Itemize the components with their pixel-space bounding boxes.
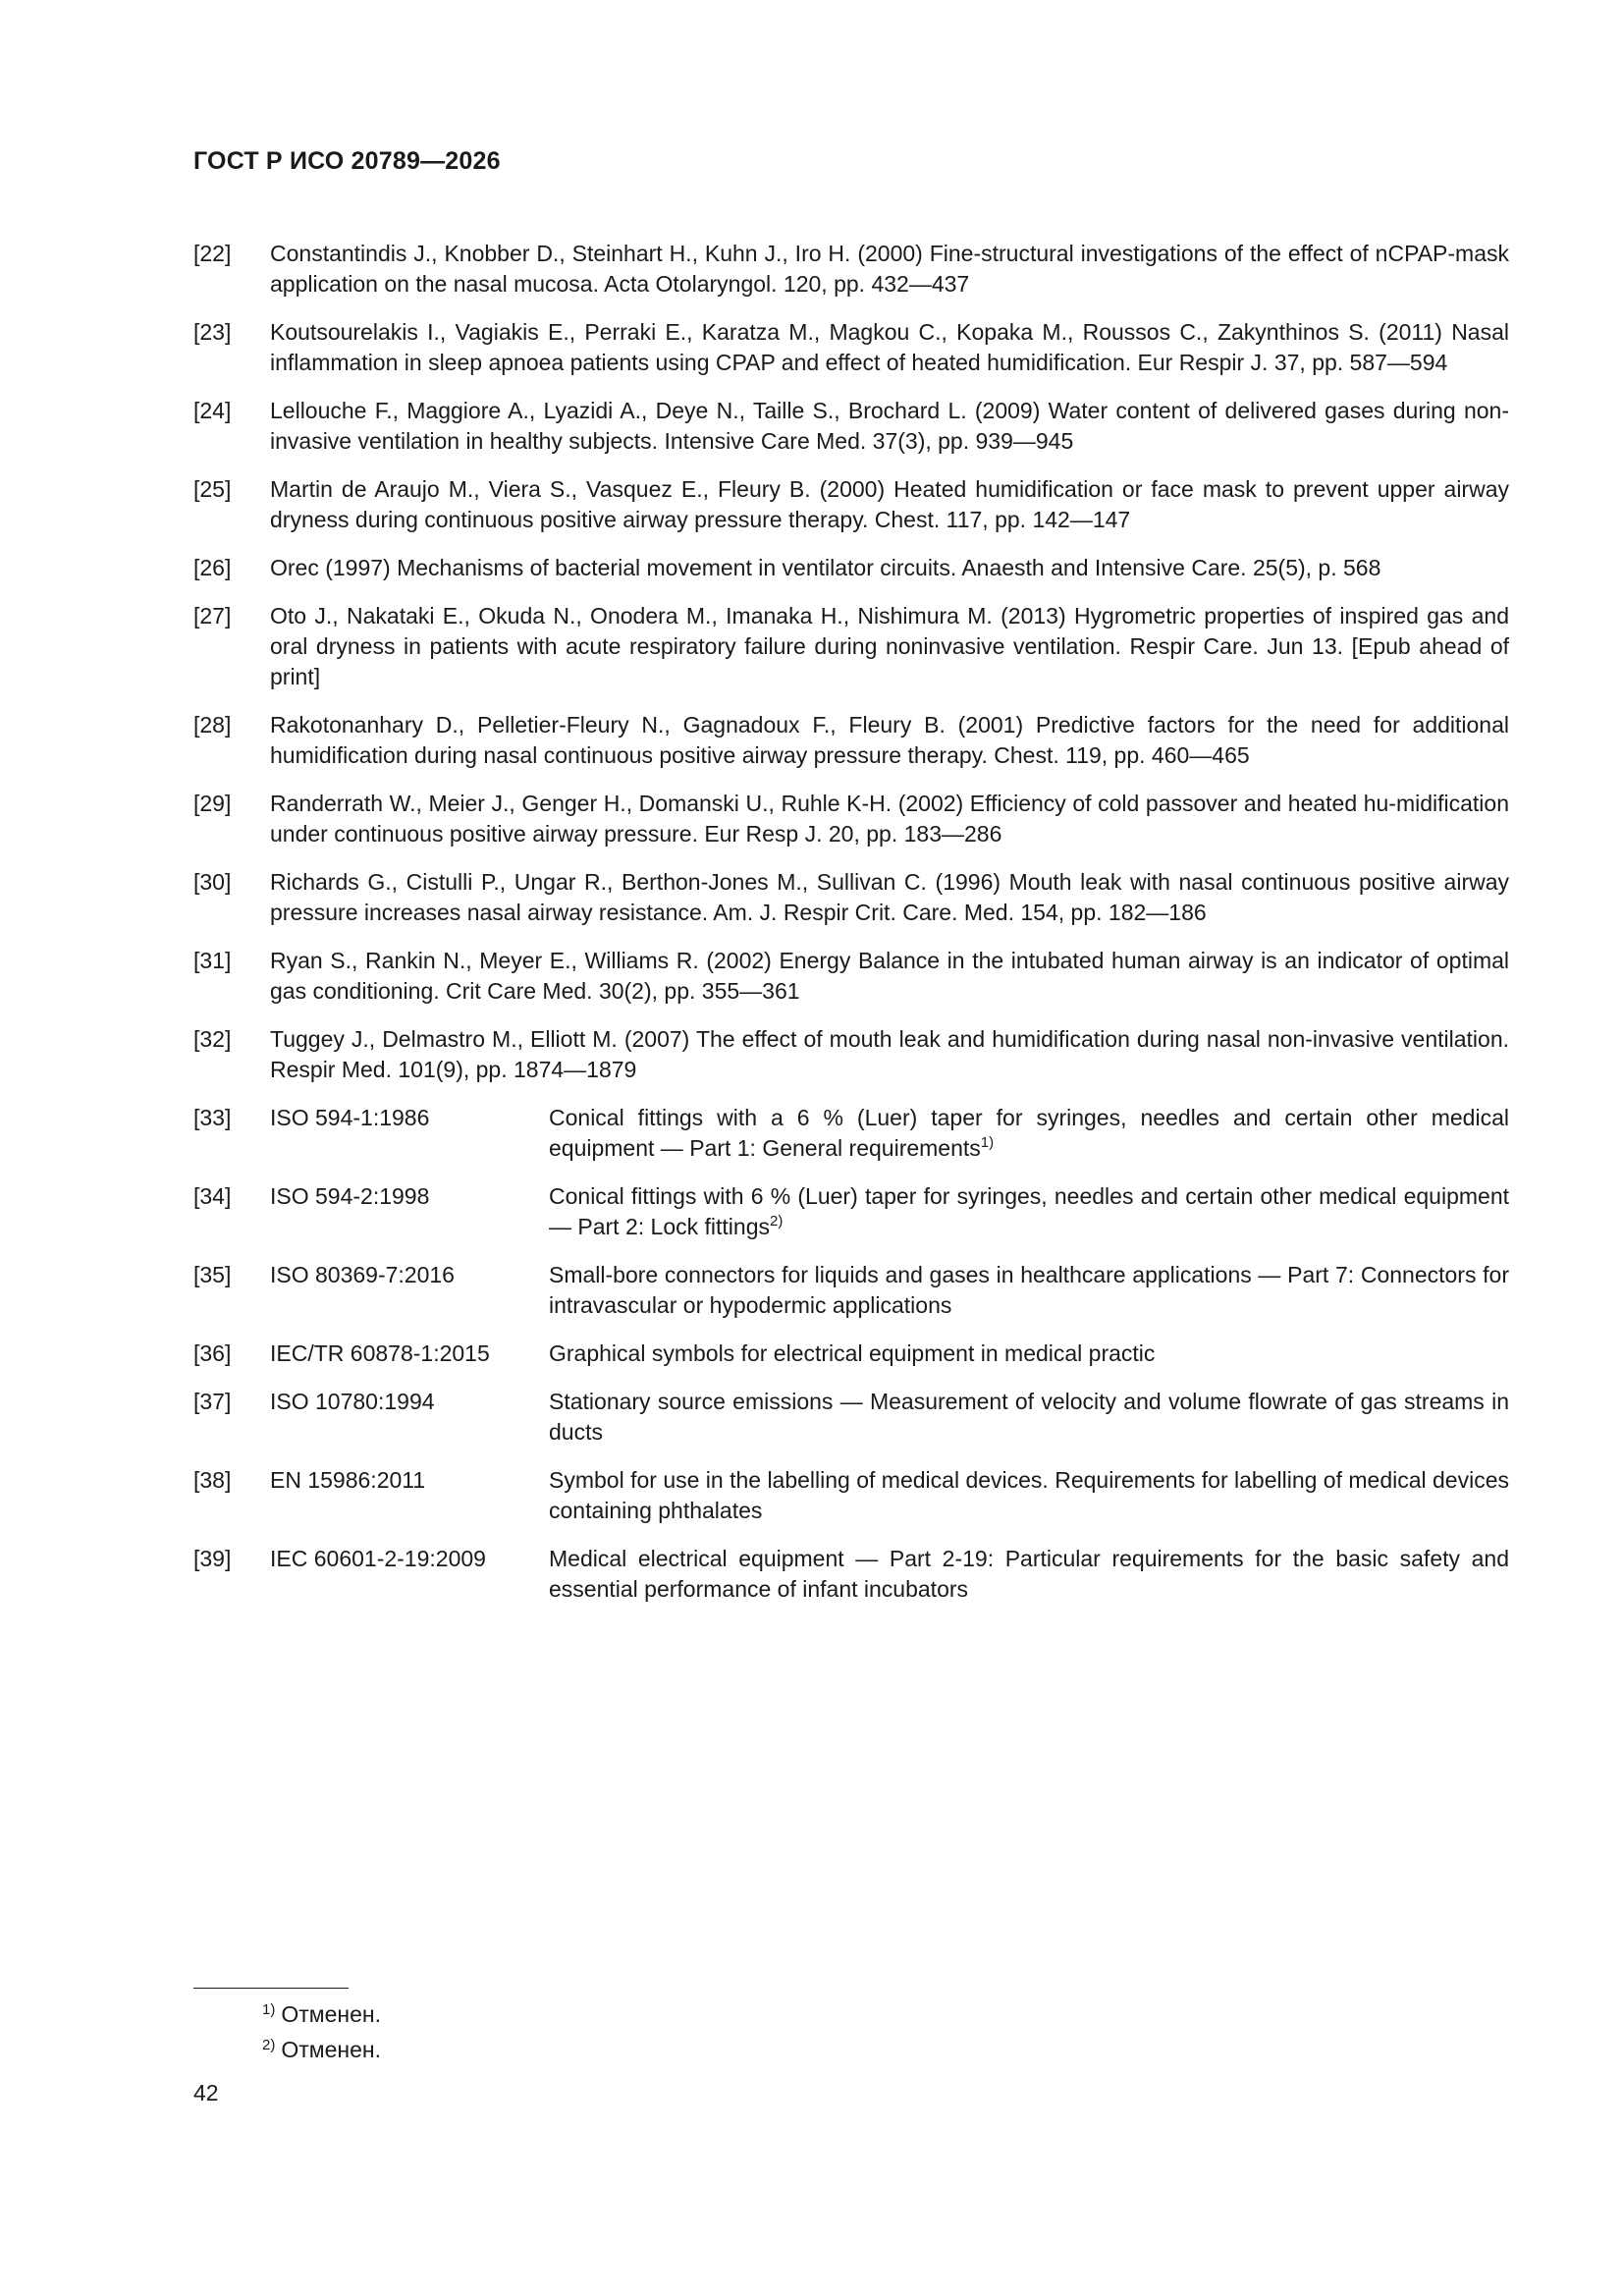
standard-code: IEC/TR 60878-1:2015 bbox=[270, 1340, 490, 1366]
entry-text: Ryan S., Rankin N., Meyer E., Williams R. (2002) Energy Balance in the intubated human airway is an indicator of optimal gas conditioning. Crit Care Med. 30(2), pp. 355—361 bbox=[270, 948, 1509, 1004]
standard-title: Symbol for use in the labelling of medical devices. Requirements for labelling of medical devices containing phthalates bbox=[549, 1467, 1509, 1523]
entry-number: [32] bbox=[193, 1026, 232, 1052]
entry-text: Richards G., Cistulli P., Ungar R., Berthon-Jones M., Sullivan C. (1996) Mouth leak with nasal continuous positive airway pressure increases nasal airway resistance. Am. J. Respir Crit. Care. Med. 154, pp. 182—186 bbox=[270, 869, 1509, 925]
entry-text: Oto J., Nakataki E., Okuda N., Onodera M., Imanaka H., Nishimura M. (2013) Hygrometric properties of inspired gas and oral dryness in patients with acute respiratory failure during noninvasive ventilation. Respir Care. Jun 13. [Epub ahead of print] bbox=[270, 603, 1509, 689]
bibliography-entry bbox=[193, 867, 1509, 928]
entry-number: [23] bbox=[193, 319, 232, 345]
entry-number: [38] bbox=[193, 1467, 232, 1493]
footnote-mark: 1) bbox=[262, 2001, 276, 2018]
bibliography-entry bbox=[193, 1024, 1509, 1085]
entry-number: [34] bbox=[193, 1183, 232, 1209]
bibliography-entry bbox=[193, 474, 1509, 535]
standard-entry bbox=[193, 1260, 1509, 1321]
page-number: 42 bbox=[193, 2080, 219, 2105]
footnote-divider bbox=[193, 1988, 349, 1989]
footnote-mark: 2) bbox=[262, 2037, 276, 2053]
footnote-text: Отменен. bbox=[281, 2037, 381, 2062]
bibliography-entry bbox=[193, 710, 1509, 771]
bibliography-entry bbox=[193, 396, 1509, 457]
bibliography-entry bbox=[193, 239, 1509, 300]
entry-number: [22] bbox=[193, 241, 232, 266]
entry-number: [28] bbox=[193, 712, 232, 738]
entry-number: [30] bbox=[193, 869, 232, 895]
standard-code: EN 15986:2011 bbox=[270, 1467, 426, 1493]
standard-code: ISO 10780:1994 bbox=[270, 1389, 435, 1414]
entry-number: [35] bbox=[193, 1262, 232, 1287]
standard-title: Conical fittings with a 6 % (Luer) taper for syringes, needles and certain other medical equipment — Part 1: General requirements$^{1)}$ bbox=[549, 1105, 1509, 1161]
entry-number: [25] bbox=[193, 476, 232, 502]
bibliography-entry bbox=[193, 946, 1509, 1007]
entry-text: Rakotonanhary D., Pelletier-Fleury N., Gagnadoux F., Fleury B. (2001) Predictive factors for the need for additional humidification during nasal continuous positive airway pressure therapy. Chest. 119, pp. 460—465 bbox=[270, 712, 1509, 768]
standard-entry bbox=[193, 1181, 1509, 1242]
footnotes bbox=[262, 1996, 381, 2067]
entry-text: Lellouche F., Maggiore A., Lyazidi A., Deye N., Taille S., Brochard L. (2009) Water content of delivered gases during non-invasive ventilation in healthy subjects. Intensive Care Med. 37(3), pp. 939—945 bbox=[270, 398, 1509, 454]
entry-text: Constantindis J., Knobber D., Steinhart H., Kuhn J., Iro H. (2000) Fine-structural investigations of the effect of nCPAP-mask application on the nasal mucosa. Acta Otolaryngol. 120, pp. 432—437 bbox=[270, 241, 1509, 297]
standard-code: ISO 594-2:1998 bbox=[270, 1183, 430, 1209]
entry-number: [26] bbox=[193, 555, 232, 580]
bibliography-entry bbox=[193, 601, 1509, 692]
footnote bbox=[262, 1996, 381, 2032]
bibliography-entry bbox=[193, 789, 1509, 849]
bibliography-list bbox=[193, 239, 1509, 1622]
entry-text: Martin de Araujo M., Viera S., Vasquez E., Fleury B. (2000) Heated humidification or face mask to prevent upper airway dryness during continuous positive airway pressure therapy. Chest. 117, pp. 142—147 bbox=[270, 476, 1509, 532]
standard-title: Medical electrical equipment — Part 2-19: Particular requirements for the basic safety and essential performance of infant incubators bbox=[549, 1546, 1509, 1602]
standard-entry bbox=[193, 1544, 1509, 1605]
standard-code: IEC 60601-2-19:2009 bbox=[270, 1546, 486, 1571]
standard-title: Stationary source emissions — Measurement of velocity and volume flowrate of gas streams in ducts bbox=[549, 1389, 1509, 1445]
standard-title: Graphical symbols for electrical equipment in medical practic bbox=[549, 1340, 1156, 1366]
entry-number: [33] bbox=[193, 1105, 232, 1130]
standard-title: Small-bore connectors for liquids and gases in healthcare applications — Part 7: Connectors for intravascular or hypodermic applications bbox=[549, 1262, 1509, 1318]
footnote-ref: 2) bbox=[769, 1213, 784, 1230]
standard-entry bbox=[193, 1387, 1509, 1448]
footnote-text: Отменен. bbox=[281, 2001, 381, 2027]
entry-number: [36] bbox=[193, 1340, 232, 1366]
entry-number: [27] bbox=[193, 603, 232, 629]
standard-entry bbox=[193, 1339, 1509, 1369]
entry-number: [24] bbox=[193, 398, 232, 423]
entry-text: Randerrath W., Meier J., Genger H., Domanski U., Ruhle K-H. (2002) Efficiency of cold passover and heated hu-midification under continuous positive airway pressure. Eur Resp J. 20, pp. 183—286 bbox=[270, 791, 1509, 847]
bibliography-entry bbox=[193, 317, 1509, 378]
footnote bbox=[262, 2032, 381, 2067]
entry-number: [37] bbox=[193, 1389, 232, 1414]
standard-entry bbox=[193, 1465, 1509, 1526]
entry-text: Koutsourelakis I., Vagiakis E., Perraki E., Karatza M., Magkou C., Kopaka M., Roussos C., Zakynthinos S. (2011) Nasal inflammation in sleep apnoea patients using CPAP and effect of heated humidification. Eur Respir J. 37, pp. 587—594 bbox=[270, 319, 1509, 375]
entry-number: [39] bbox=[193, 1546, 232, 1571]
standard-title: Conical fittings with 6 % (Luer) taper for syringes, needles and certain other medical equipment — Part 2: Lock fittings$^{2)}$ bbox=[549, 1183, 1509, 1239]
footnote-ref: 1) bbox=[980, 1134, 995, 1151]
entry-number: [29] bbox=[193, 791, 232, 816]
standard-code: ISO 80369-7:2016 bbox=[270, 1262, 455, 1287]
entry-text: Tuggey J., Delmastro M., Elliott M. (2007) The effect of mouth leak and humidification during nasal non-invasive ventilation. Respir Med. 101(9), pp. 1874—1879 bbox=[270, 1026, 1509, 1082]
entry-text: Orec (1997) Mechanisms of bacterial movement in ventilator circuits. Anaesth and Intensive Care. 25(5), p. 568 bbox=[270, 555, 1381, 580]
standard-code: ISO 594-1:1986 bbox=[270, 1105, 430, 1130]
bibliography-entry bbox=[193, 553, 1509, 583]
standard-entry bbox=[193, 1103, 1509, 1164]
entry-number: [31] bbox=[193, 948, 232, 973]
document-header: ГОСТ Р ИСО 20789—2026 bbox=[193, 147, 501, 175]
